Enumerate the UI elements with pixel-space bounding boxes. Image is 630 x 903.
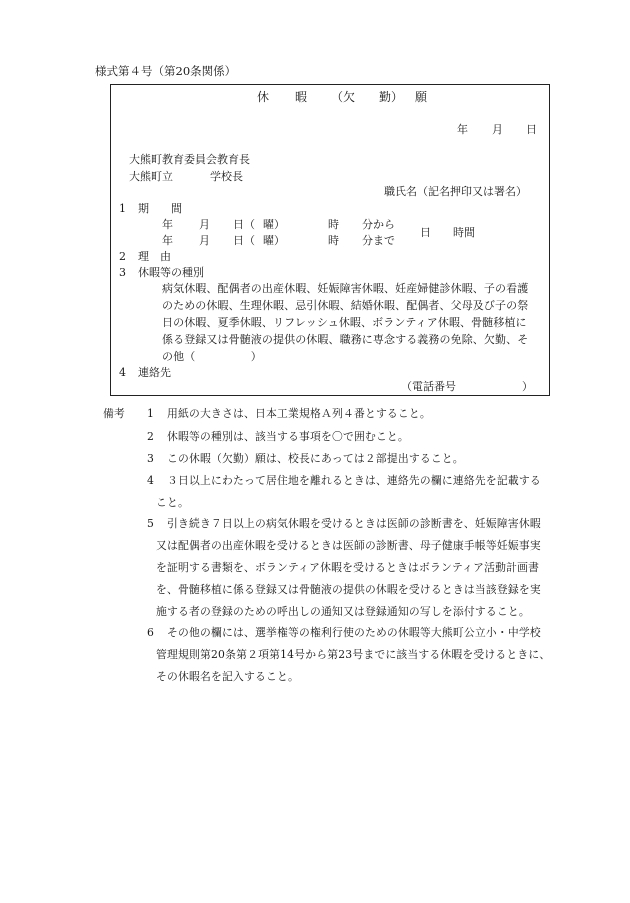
total-hours: 時間 [453, 226, 475, 239]
recipient-principal: 学校長 [210, 170, 243, 183]
from-month: 月 [199, 218, 210, 231]
recipient-board: 大熊町教育委員会教育長 [129, 153, 250, 166]
note-number: 4 [147, 474, 155, 487]
recipient-school: 大熊町立 [129, 170, 173, 183]
contact-label: 連絡先 [138, 366, 171, 379]
to-month: 月 [199, 234, 210, 247]
title-char: （欠 [331, 90, 356, 104]
note-line: 用紙の大きさは、日本工業規格Ａ列４番とすること。 [167, 407, 431, 420]
note-line: を、骨髄移植に係る登録又は骨髄液の提供の休暇を受けるときは当該登録を実 [156, 583, 541, 596]
to-weekday: 曜） [263, 234, 285, 247]
reason-label: 理 由 [138, 250, 171, 263]
period-number: 1 [119, 202, 126, 215]
note-number: 2 [147, 430, 155, 443]
from-weekday: 曜） [263, 218, 285, 231]
period-label: 期 間 [138, 202, 182, 215]
note-number: 3 [147, 452, 155, 465]
from-year: 年 [162, 218, 173, 231]
note-number: 5 [147, 517, 155, 530]
from-day: 日（ [233, 218, 255, 231]
leave-type-number: 3 [119, 266, 126, 279]
note-line: その他の欄には、選挙権等の権利行使のための休暇等大熊町公立小・中学校 [167, 626, 541, 639]
note-number: 1 [147, 407, 155, 420]
note-line: 施する者の登録のための呼出しの通知又は登録通知の写しを添付すること。 [156, 605, 530, 618]
date-month: 月 [492, 123, 503, 136]
leave-request-form [110, 84, 550, 396]
leave-type-line: 日の休暇、夏季休暇、リフレッシュ休暇、ボランティア休暇、骨髄移植に [162, 316, 527, 329]
note-line: こと。 [156, 496, 189, 509]
title-char: 休 [257, 90, 270, 104]
from-hour: 時 [328, 218, 339, 231]
leave-type-label: 休暇等の種別 [138, 266, 204, 279]
signature-line: 職氏名（記名押印又は署名） [384, 185, 527, 198]
note-number: 6 [147, 626, 155, 639]
contact-number: 4 [119, 366, 126, 379]
form-title [111, 91, 551, 105]
to-hour: 時 [328, 234, 339, 247]
leave-type-line: 係る登録又は骨髄液の提供の休暇、職務に専念する義務の免除、欠勤、そ [162, 333, 529, 346]
title-char: 勤） [379, 90, 404, 104]
reason-number: 2 [119, 250, 126, 263]
title-char: 願 [415, 90, 428, 104]
contact-phone: （電話番号 ） [401, 380, 533, 393]
note-line: その休暇名を記入すること。 [156, 670, 299, 683]
leave-type-line: の他（ ） [162, 350, 262, 363]
to-minute: 分まで [362, 234, 395, 247]
total-day: 日 [420, 226, 431, 239]
note-line: この休暇（欠勤）願は、校長にあっては２部提出すること。 [167, 452, 464, 465]
note-line: 又は配偶者の出産休暇を受けるときは医師の診断書、母子健康手帳等妊娠事実 [156, 539, 541, 552]
note-line: 引き続き７日以上の病気休暇を受けるときは医師の診断書を、妊娠障害休暇 [167, 517, 541, 530]
from-minute: 分から [362, 218, 395, 231]
date-day: 日 [526, 123, 537, 136]
note-line: 管理規則第20条第２項第14号から第23号までに該当する休暇を受けるときに、 [156, 648, 551, 661]
note-line: を証明する書類を、ボランティア休暇を受けるときはボランティア活動計画書 [156, 561, 540, 574]
leave-type-line: のための休暇、生理休暇、忌引休暇、結婚休暇、配偶者、父母及び子の祭 [162, 299, 529, 312]
to-year: 年 [162, 234, 173, 247]
form-id: 様式第４号（第20条関係） [95, 64, 237, 78]
title-char: 暇 [295, 90, 308, 104]
note-line: ３日以上にわたって居住地を離れるときは、連絡先の欄に連絡先を記載する [167, 474, 541, 487]
to-day: 日（ [233, 234, 255, 247]
notes-label: 備考 [103, 407, 125, 420]
date-year: 年 [457, 123, 468, 136]
leave-type-line: 病気休暇、配偶者の出産休暇、妊娠障害休暇、妊産婦健診休暇、子の看護 [162, 282, 529, 295]
note-line: 休暇等の種別は、該当する事項を〇で囲むこと。 [167, 430, 409, 443]
